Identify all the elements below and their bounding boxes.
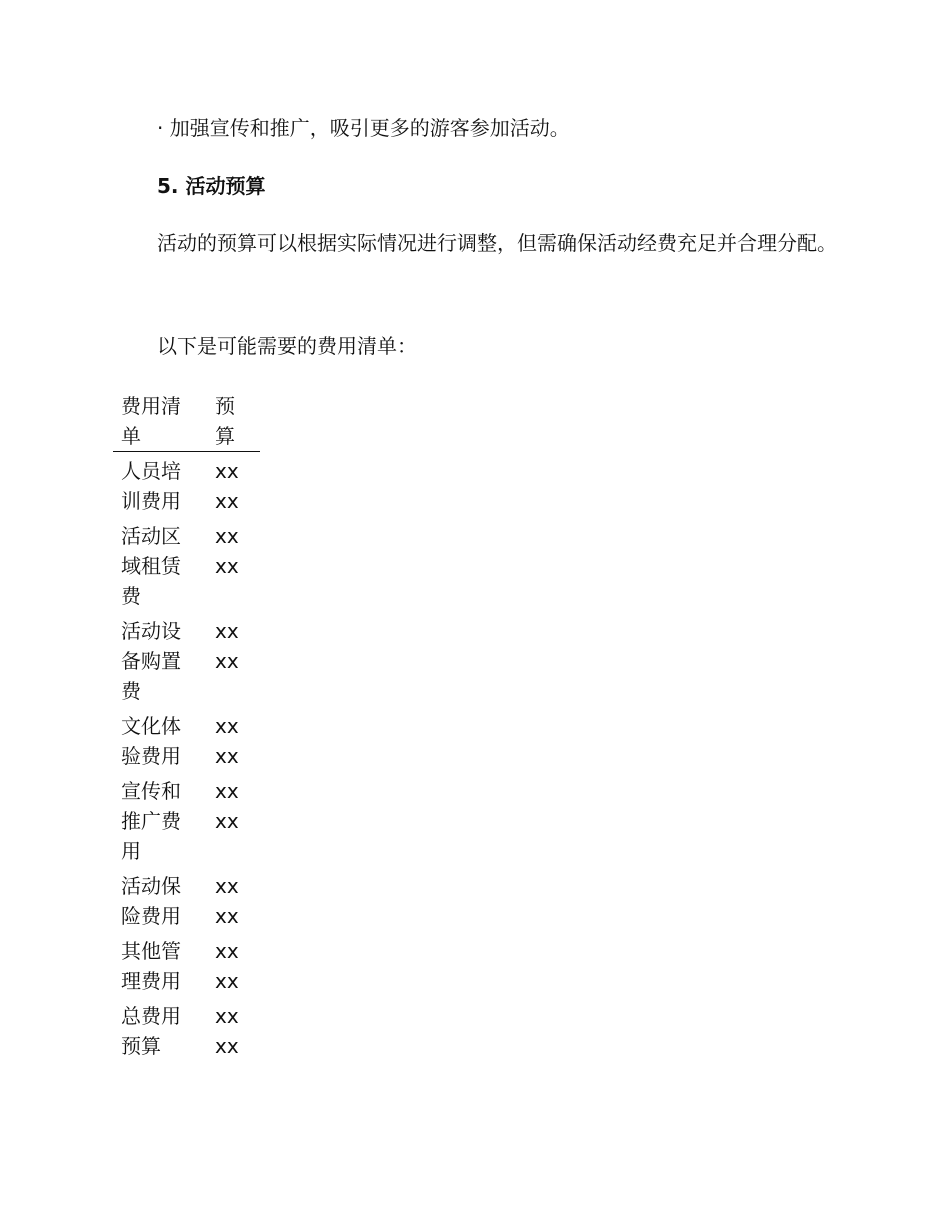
row-budget: xxxx <box>215 939 239 993</box>
header-item: 费用清单 <box>121 394 181 448</box>
table-header-row <box>113 391 260 452</box>
row-item: 活动保险费用 <box>121 874 181 928</box>
row-budget: xxxx <box>215 874 239 928</box>
row-item: 宣传和推广费用 <box>121 779 181 863</box>
row-budget: xxxx <box>215 714 239 768</box>
budget-intro-paragraph: 活动的预算可以根据实际情况进行调整，但需确保活动经费充足并合理分配。 <box>157 231 837 255</box>
row-item: 活动区域租赁费 <box>121 524 181 608</box>
list-intro-paragraph: 以下是可能需要的费用清单： <box>157 334 417 358</box>
row-budget: xxxx <box>215 619 239 673</box>
row-item: 人员培训费用 <box>121 459 181 513</box>
row-item: 文化体验费用 <box>121 714 181 768</box>
table-row <box>113 452 260 518</box>
row-item: 活动设备购置费 <box>121 619 181 703</box>
table-row <box>113 867 260 932</box>
row-budget: xxxx <box>215 1004 239 1058</box>
row-item: 其他管理费用 <box>121 939 181 993</box>
row-budget: xxxx <box>215 779 239 833</box>
table-row <box>113 997 260 1062</box>
row-item: 总费用预算 <box>121 1004 181 1058</box>
table-row <box>113 517 260 612</box>
header-budget: 预算 <box>215 394 235 448</box>
bullet-paragraph: · 加强宣传和推广，吸引更多的游客参加活动。 <box>157 116 570 140</box>
budget-table <box>113 391 260 1062</box>
table-row <box>113 932 260 997</box>
section-heading: 5. 活动预算 <box>157 174 266 198</box>
row-budget: xxxx <box>215 459 239 513</box>
table-row <box>113 707 260 772</box>
row-budget: xxxx <box>215 524 239 578</box>
table-row <box>113 772 260 867</box>
table-row <box>113 612 260 707</box>
